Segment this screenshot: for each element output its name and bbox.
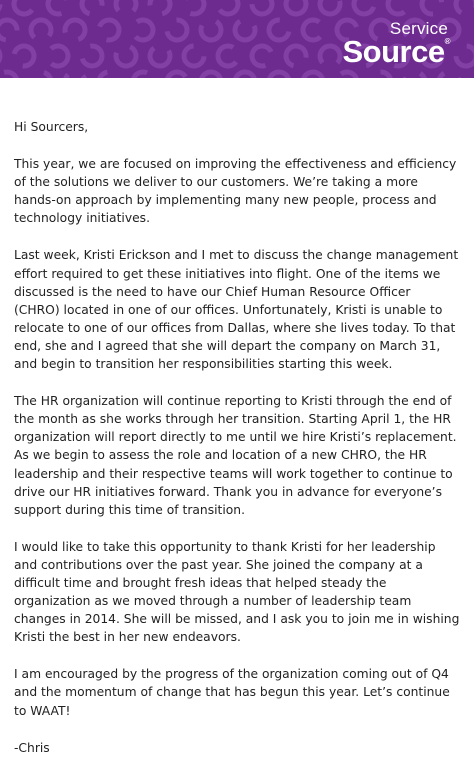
logo-source-text xyxy=(342,36,450,67)
email-body xyxy=(0,78,474,757)
email-paragraph-3: The HR organization will continue reporting to Kristi through the end of the month as she works through her transition. Starting April 1, the HR organization will report directly to me until we hire Kristi’s replacement. As we begin to assess the role and location of a new CHRO, the HR leadership and their respective teams will work together to continue to drive our HR initiatives forward. Thank you in advance for everyone’s support during this time of transition. xyxy=(14,392,460,519)
email-greeting: Hi Sourcers, xyxy=(14,118,460,136)
servicesource-logo xyxy=(342,20,450,67)
header-banner xyxy=(0,0,474,78)
logo-service-text: Service xyxy=(342,20,448,37)
email-paragraph-1: This year, we are focused on improving the effectiveness and efficiency of the solutions we deliver to our customers. We’re taking a more hands-on approach by implementing many new people, process and technology initiatives. xyxy=(14,155,460,227)
email-signature: -Chris xyxy=(14,739,460,757)
logo-source-word: Source xyxy=(342,34,444,69)
email-paragraph-5: I am encouraged by the progress of the organization coming out of Q4 and the momentum of change that has begun this year. Let’s continue to WAAT! xyxy=(14,665,460,719)
email-paragraph-4: I would like to take this opportunity to thank Kristi for her leadership and contributions over the past year. She joined the company at a difficult time and brought fresh ideas that helped steady the organization as we moved through a number of leadership team changes in 2014. She will be missed, and I ask you to join me in wishing Kristi the best in her new endeavors. xyxy=(14,538,460,647)
registered-mark: ® xyxy=(445,37,450,46)
email-paragraph-2: Last week, Kristi Erickson and I met to discuss the change management effort required to get these initiatives into flight. One of the items we discussed is the need to have our Chief Human Resource Officer (CHRO) located in one of our offices. Unfortunately, Kristi is unable to relocate to one of our offices from Dallas, where she lives today. To that end, she and I agreed that she will depart the company on March 31, and begin to transition her responsibilities starting this week. xyxy=(14,246,460,373)
